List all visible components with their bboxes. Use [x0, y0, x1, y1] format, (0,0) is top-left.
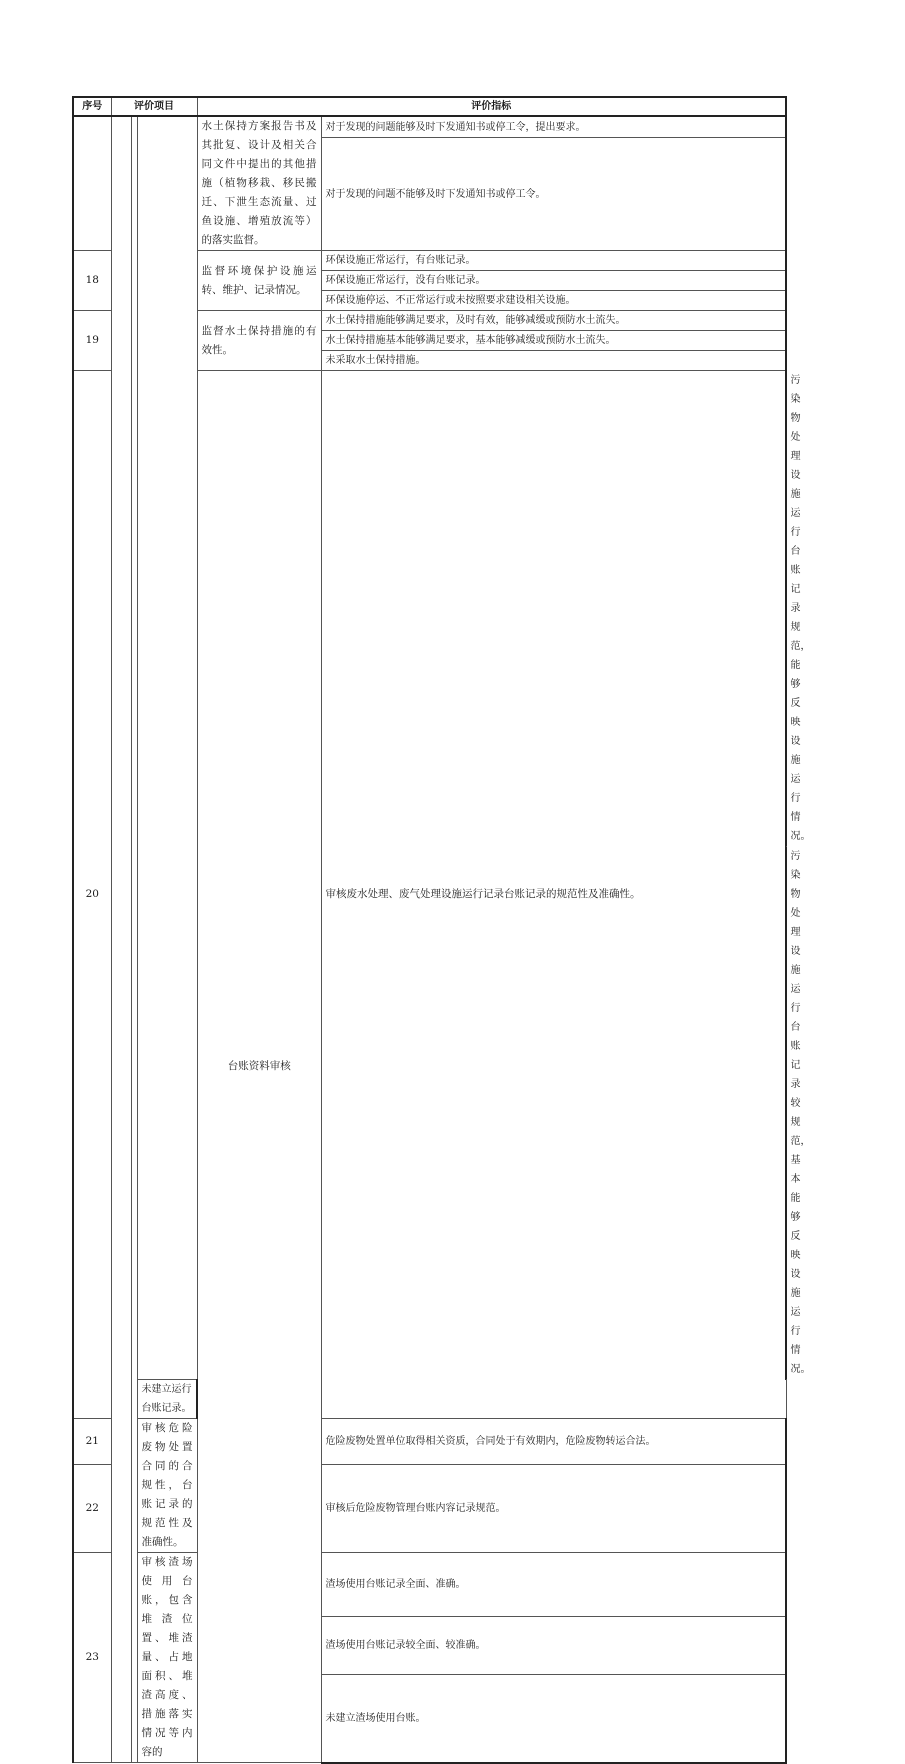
header-project: 评价项目	[111, 97, 197, 116]
header-no: 序号	[73, 97, 111, 116]
table-row: 污染物处理设施运行台账记录较规范，基本能够反映设施运行情况。	[790, 851, 811, 1375]
item-text: 审核渣场使用台账，包含堆渣位置、堆渣量、占地面积、堆渣高度、措施落实情况等内容的	[137, 1553, 197, 1763]
criterion-text: 未建立运行台账记录。	[137, 1380, 197, 1419]
criterion-text: 危险废物处置单位取得相关资质，合同处于有效期内，危险废物转运合法。	[321, 1419, 786, 1465]
row-number: 19	[73, 311, 111, 371]
table-row	[73, 1419, 786, 1465]
row-number: 21	[73, 1419, 111, 1465]
criterion-text: 环保设施停运、不正常运行或未按照要求建设相关设施。	[321, 291, 786, 311]
table-row	[73, 116, 786, 138]
criterion-text: 环保设施正常运行，没有台账记录。	[321, 271, 786, 291]
item-text: 监督环境保护设施运转、维护、记录情况。	[197, 251, 321, 311]
item-text: 监督水土保持措施的有效性。	[197, 311, 321, 371]
criterion-text: 水土保持措施能够满足要求，及时有效，能够减缓或预防水土流失。	[321, 311, 786, 331]
evaluation-table	[72, 96, 811, 1764]
criterion-text: 渣场使用台账记录全面、准确。	[321, 1553, 786, 1617]
table-row: 20 台账资料审核 审核废水处理、废气处理设施运行记录台账记录的规范性及准确性。 污染物处理设施运行台账记录规范，能够反映设施运行情况。	[73, 371, 786, 847]
criterion-text: 水土保持措施基本能够满足要求，基本能够减缓或预防水土流失。	[321, 331, 786, 351]
criterion-text: 对于发现的问题能够及时下发通知书或停工令，提出要求。	[321, 116, 786, 138]
table-header-row	[73, 97, 786, 116]
criterion-text: 审核后危险废物管理台账内容记录规范。	[321, 1465, 786, 1553]
criterion-text: 未建立渣场使用台账。	[321, 1675, 786, 1763]
item-text: 审核废水处理、废气处理设施运行记录台账记录的规范性及准确性。	[321, 371, 786, 1419]
category-blank-upper	[137, 116, 197, 1380]
row-number	[73, 116, 111, 251]
criterion-text: 未采取水土保持措施。	[321, 351, 786, 371]
blank-column	[111, 116, 131, 1763]
item-text: 审核危险废物处置合同的合规性，台账记录的规范性及准确性。	[137, 1419, 197, 1553]
category-label: 台账资料审核	[197, 371, 321, 1763]
table-row	[73, 1553, 786, 1617]
row-number: 20	[73, 371, 111, 1419]
row-number: 22	[73, 1465, 111, 1553]
criterion-text: 对于发现的问题不能够及时下发通知书或停工令。	[321, 138, 786, 251]
header-indicator: 评价指标	[197, 97, 786, 116]
criterion-text: 渣场使用台账记录较全面、较准确。	[321, 1617, 786, 1675]
criterion-text: 环保设施正常运行，有台账记录。	[321, 251, 786, 271]
item-text: 水土保持方案报告书及其批复、设计及相关合同文件中提出的其他措施（植物移栽、移民搬迁、下泄生态流量、过鱼设施、增殖放流等）的落实监督。	[197, 116, 321, 251]
row-number: 18	[73, 251, 111, 311]
row-number: 23	[73, 1553, 111, 1763]
